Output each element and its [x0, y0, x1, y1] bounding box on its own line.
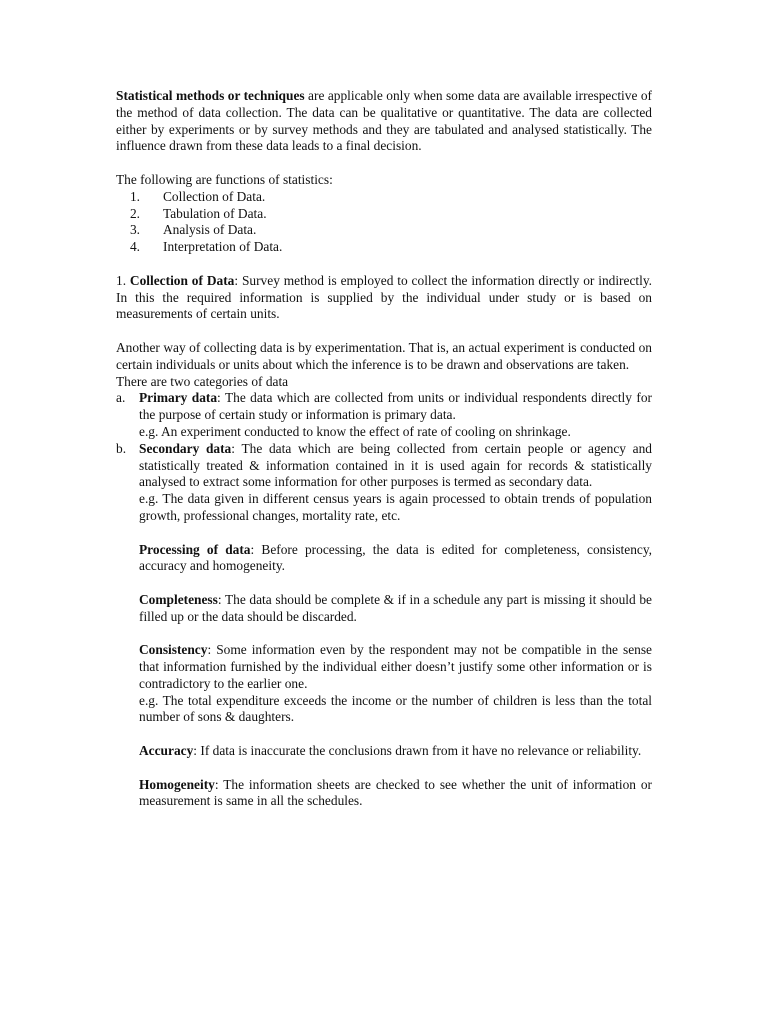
consistency-paragraph [139, 642, 652, 692]
collection-paragraph [116, 273, 652, 323]
list-item-number: 3. [129, 222, 140, 238]
consistency-example: e.g. The total expenditure exceeds the income or the number of children is less than the total number of sons & daughters. [139, 692, 652, 725]
list-item-text: Interpretation of Data. [163, 239, 283, 255]
list-item-number: 1. [129, 188, 140, 204]
processing-term: Processing of data [139, 541, 251, 557]
category-text: : The data which are being collected from certain people or agency and statistically treated & information contained in it is used again for records & statistically analysed to extract some information for other purposes is termed as secondary data. [139, 440, 652, 490]
list-item-number: 2. [129, 205, 140, 221]
homogeneity-paragraph [139, 777, 652, 811]
categories-intro: There are two categories of data [116, 373, 289, 389]
accuracy-paragraph [139, 743, 652, 760]
category-term: Secondary data [139, 440, 232, 456]
consistency-term: Consistency [139, 642, 208, 658]
accuracy-text: : If data is inaccurate the conclusions drawn from it have no relevance or reliability. [193, 743, 642, 759]
category-definition [139, 441, 652, 491]
list-item [116, 189, 652, 206]
intro-text: are applicable only when some data are available irrespective of the method of data collection. The data can be qualitative or quantitative. The data are collected either by experiments or by survey methods and they are tabulated and analysed statistically. The influence drawn from these data leads to a final decision. [116, 88, 652, 154]
collection-term: Collection of Data [129, 272, 235, 288]
experimentation-paragraph: Another way of collecting data is by experimentation. That is, an actual experiment is conducted on certain individuals or units about which the inference is to be drawn and observations are taken. [116, 339, 652, 372]
collection-text: : Survey method is employed to collect the information directly or indirectly. In this the required information is supplied by the individual under study or is based on measurements of certain units. [116, 272, 653, 322]
category-marker: b. [116, 440, 127, 456]
accuracy-term: Accuracy [139, 743, 194, 759]
processing-section [116, 542, 652, 811]
consistency-text: : Some information even by the respondent may not be compatible in the sense that information furnished by the individual either doesn’t justify some other information or is contradictory to the earlier one. [139, 642, 652, 691]
completeness-text: : The data should be complete & if in a schedule any part is missing it should be filled up or the data should be discarded. [139, 591, 652, 624]
functions-heading: The following are functions of statistics: [116, 171, 333, 187]
list-item-text: Collection of Data. [163, 188, 266, 204]
intro-term: Statistical methods or techniques [116, 88, 305, 103]
category-example: e.g. An experiment conducted to know the effect of rate of cooling on shrinkage. [139, 423, 571, 439]
functions-list [116, 189, 652, 256]
homogeneity-term: Homogeneity [139, 776, 215, 792]
list-item-number: 4. [129, 239, 140, 255]
list-item-text: Analysis of Data. [163, 222, 257, 238]
list-item [116, 206, 652, 223]
completeness-paragraph [139, 592, 652, 626]
category-text: : The data which are collected from units or individual respondents directly for the purpose of certain study or information is primary data. [139, 390, 652, 423]
collection-number: 1. [116, 272, 130, 288]
intro-paragraph [116, 88, 652, 155]
processing-text: : Before processing, the data is edited for completeness, consistency, accuracy and homogeneity. [139, 541, 652, 574]
completeness-term: Completeness [139, 591, 218, 607]
list-item [116, 222, 652, 239]
category-primary [116, 390, 652, 440]
document-page [116, 88, 652, 810]
category-secondary [116, 441, 652, 525]
category-term: Primary data [139, 390, 218, 406]
list-item [116, 239, 652, 256]
list-item-text: Tabulation of Data. [163, 205, 267, 221]
processing-paragraph [139, 542, 652, 576]
category-definition [139, 390, 652, 424]
category-marker: a. [116, 390, 126, 406]
category-example: e.g. The data given in different census years is again processed to obtain trends of population growth, professional changes, mortality rate, etc. [139, 491, 652, 523]
homogeneity-text: : The information sheets are checked to see whether the unit of information or measurement is same in all the schedules. [139, 776, 652, 809]
